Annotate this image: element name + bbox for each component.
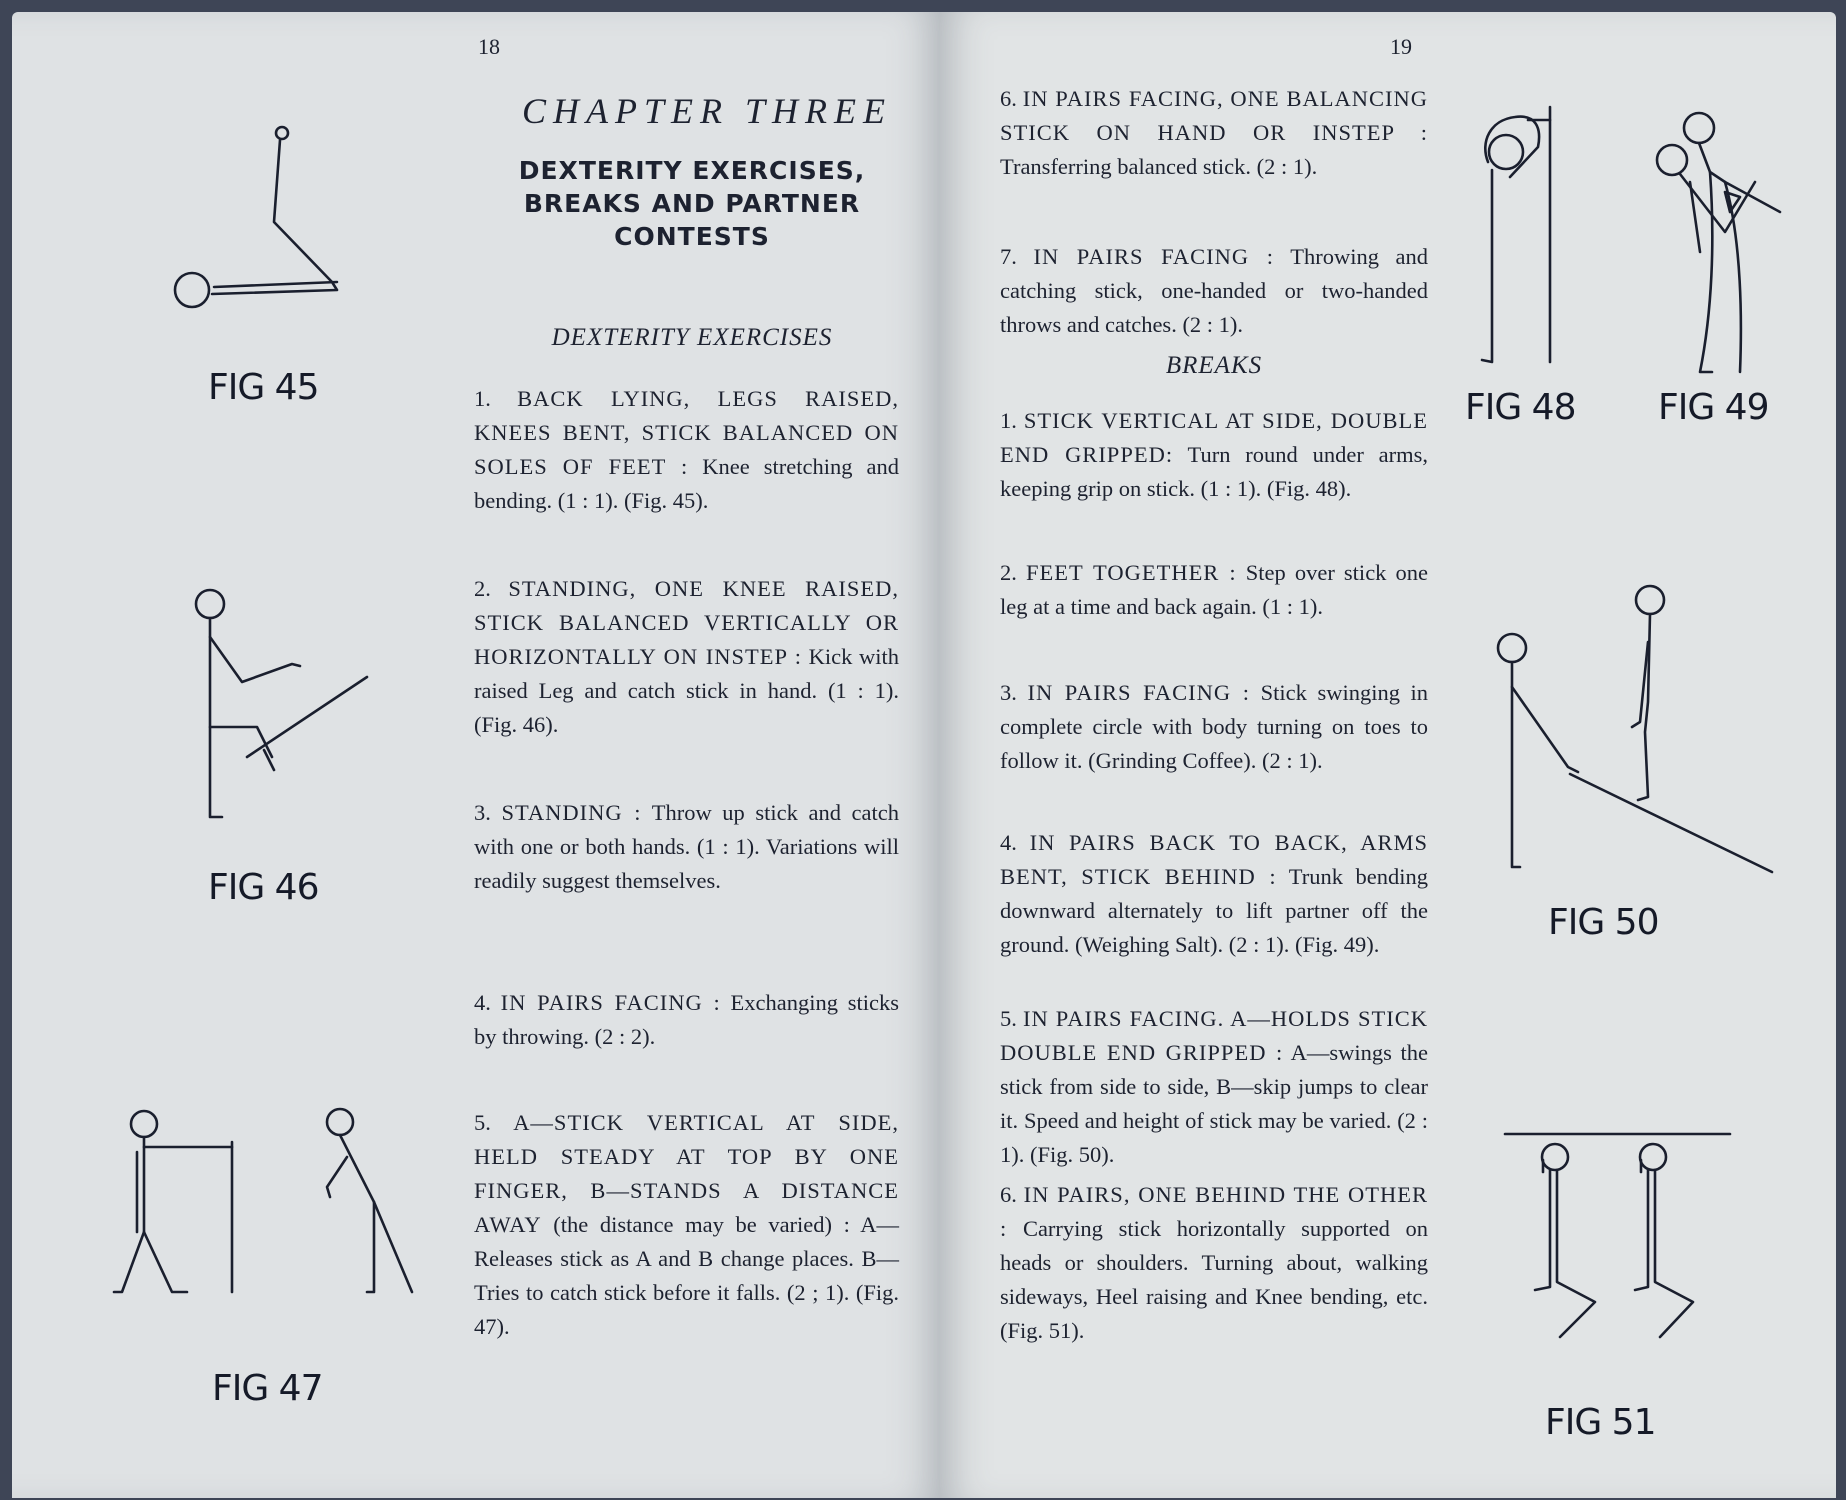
- break-body: A—swings the stick from side to side, B—skip jumps to clear it. Speed and height of stick may be varied. (2 : 1). (Fig. 50).: [1000, 1040, 1428, 1167]
- page-number-right: 19: [1390, 34, 1412, 59]
- exercise-body: Transferring balanced stick. (2 : 1).: [1000, 154, 1318, 179]
- break-heading: IN PAIRS FACING :: [1027, 680, 1251, 705]
- break-heading: IN PAIRS FACING. A—HOLDS STICK DOUBLE END GRIPPED :: [1000, 1006, 1429, 1065]
- chapter-subtitle: DEXTERITY EXERCISES, BREAKS AND PARTNER CONTESTS: [518, 156, 866, 251]
- break-heading: STICK VERTICAL AT SIDE, DOUBLE END GRIPPED:: [1000, 408, 1428, 467]
- break-4: [1000, 826, 1428, 962]
- figure-49-drawing: [1650, 102, 1790, 382]
- exercise-3: [474, 796, 899, 898]
- break-number: 4.: [1000, 830, 1017, 855]
- page-number-left: 18: [478, 34, 500, 59]
- break-body: Turn round under arms, keeping grip on stick. (1 : 1). (Fig. 48).: [1000, 442, 1429, 501]
- break-6: [1000, 1178, 1428, 1348]
- break-heading: FEET TOGETHER :: [1025, 560, 1237, 585]
- break-body: Carrying stick horizontally supported on heads or shoulders. Turning about, walking sideways, Heel raising and Knee bending, etc. (Fig. 51).: [1000, 1216, 1429, 1343]
- break-body: Step over stick one leg at a time and back again. (1 : 1).: [1000, 560, 1429, 619]
- figure-47-caption: FIG 47: [212, 1368, 323, 1409]
- figure-46-drawing: [192, 582, 392, 832]
- exercise-heading: IN PAIRS FACING :: [1033, 244, 1275, 269]
- figure-47-drawing: [112, 1102, 452, 1322]
- exercise-number: 7.: [1000, 244, 1017, 269]
- break-3: [1000, 676, 1428, 778]
- chapter-title: CHAPTER THREE: [522, 91, 892, 131]
- exercise-5: [474, 1106, 899, 1344]
- break-2: [1000, 556, 1428, 624]
- break-body: Trunk bending downward alternately to lift partner off the ground. (Weighing Salt). (2 : 1). (Fig. 49).: [1000, 864, 1429, 957]
- exercise-number: 2.: [474, 576, 491, 601]
- break-5: [1000, 1002, 1428, 1172]
- figure-48-drawing: [1460, 102, 1580, 372]
- exercise-number: 5.: [474, 1110, 491, 1135]
- exercise-number: 4.: [474, 990, 491, 1015]
- exercise-heading: STANDING :: [501, 800, 642, 825]
- exercise-body: Throw up stick and catch with one or both hands. (1 : 1). Variations will readily suggest themselves.: [474, 800, 899, 893]
- exercise-2: [474, 572, 899, 742]
- exercise-heading: IN PAIRS FACING, ONE BALANCING STICK ON HAND OR INSTEP :: [1000, 86, 1428, 145]
- exercise-body: Exchanging sticks by throwing. (2 : 2).: [474, 990, 899, 1049]
- exercise-body: Knee stretching and bending. (1 : 1). (Fig. 45).: [474, 454, 899, 513]
- left-page: [12, 12, 940, 1498]
- section-heading-breaks: BREAKS: [1165, 352, 1263, 379]
- break-number: 6.: [1000, 1182, 1017, 1207]
- exercise-number: 3.: [474, 800, 491, 825]
- section-heading-dexterity: DEXTERITY EXERCISES: [551, 324, 833, 351]
- exercise-body: Kick with raised Leg and catch stick in hand. (1 : 1). (Fig. 46).: [474, 644, 900, 737]
- exercise-4: [474, 986, 899, 1054]
- exercise-1: [474, 382, 899, 518]
- exercise-body: Throwing and catching stick, one-handed or two-handed throws and catches. (2 : 1).: [1000, 244, 1429, 337]
- break-1: [1000, 404, 1428, 506]
- figure-45-caption: FIG 45: [208, 367, 319, 408]
- break-heading: IN PAIRS BACK TO BACK, ARMS BENT, STICK BEHIND :: [1000, 830, 1428, 889]
- figure-50-caption: FIG 50: [1548, 902, 1659, 943]
- exercise-heading: BACK LYING, LEGS RAISED, KNEES BENT, STICK BALANCED ON SOLES OF FEET :: [474, 386, 899, 479]
- exercise-heading: A—STICK VERTICAL AT SIDE, HELD STEADY AT TOP BY ONE FINGER, B—STANDS A DISTANCE AWAY: [474, 1110, 899, 1237]
- break-number: 1.: [1000, 408, 1017, 433]
- figure-51-caption: FIG 51: [1545, 1402, 1656, 1443]
- right-page: [940, 12, 1836, 1498]
- exercise-number: 1.: [474, 386, 491, 411]
- figure-50-drawing: [1490, 572, 1790, 882]
- figure-46-caption: FIG 46: [208, 867, 319, 908]
- exercise-heading: IN PAIRS FACING :: [500, 990, 721, 1015]
- break-number: 5.: [1000, 1006, 1017, 1031]
- exercise-number: 6.: [1000, 86, 1017, 111]
- exercise-body: (the distance may be varied) : A—Releases stick as A and B change places. B—Tries to catch stick before it falls. (2 ; 1). (Fig. 47).: [474, 1212, 899, 1339]
- exercise-7: [1000, 240, 1428, 342]
- break-number: 2.: [1000, 560, 1017, 585]
- figure-45-drawing: [162, 112, 372, 322]
- figure-51-drawing: [1485, 1122, 1745, 1362]
- exercise-6: [1000, 82, 1428, 184]
- break-heading: IN PAIRS, ONE BEHIND THE OTHER :: [1000, 1182, 1428, 1241]
- break-body: Stick swinging in complete circle with body turning on toes to follow it. (Grinding Coffee). (2 : 1).: [1000, 680, 1429, 773]
- figure-48-caption: FIG 48: [1465, 387, 1576, 428]
- break-number: 3.: [1000, 680, 1017, 705]
- exercise-heading: STANDING, ONE KNEE RAISED, STICK BALANCED VERTICALLY OR HORIZONTALLY ON INSTEP :: [474, 576, 899, 669]
- figure-49-caption: FIG 49: [1658, 387, 1769, 428]
